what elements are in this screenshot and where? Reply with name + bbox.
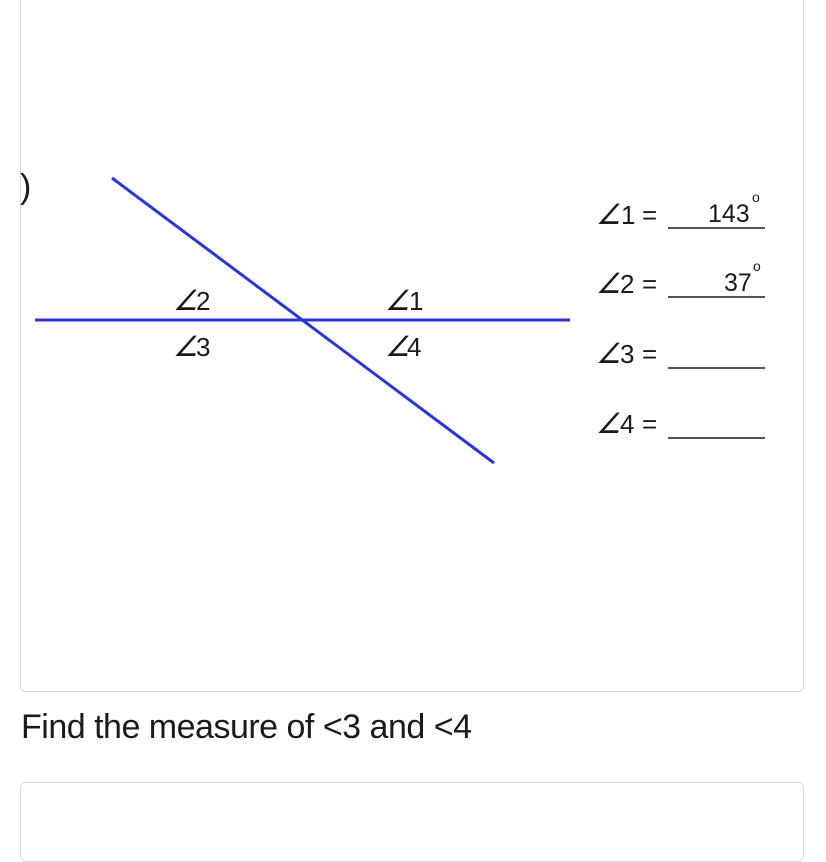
angle-symbol: ∠: [596, 268, 622, 299]
angle-symbol: ∠: [385, 285, 411, 316]
angle4-number: 4: [620, 409, 635, 439]
angle-symbol: ∠: [596, 199, 622, 230]
angle4-number: 4: [407, 332, 422, 362]
equals-sign: =: [642, 200, 658, 230]
degree-mark: o: [752, 189, 760, 205]
angle1-value: 143: [708, 200, 750, 228]
equals-sign: =: [642, 409, 658, 439]
angle-symbol: ∠: [173, 331, 199, 362]
degree-mark: o: [753, 258, 761, 274]
answer-row-angle3: [596, 338, 765, 369]
angle2-number: 2: [620, 269, 635, 299]
angle1-number: 1: [409, 286, 424, 316]
angle3-number: 3: [620, 339, 635, 369]
angle-symbol: ∠: [173, 285, 199, 316]
diagram-label-angle3: [173, 331, 210, 362]
question-text: Find the measure of <3 and <4: [21, 708, 472, 746]
cropped-fragment-glyph: ): [20, 168, 32, 206]
angle-symbol: ∠: [385, 331, 411, 362]
answer-row-angle4: [596, 408, 765, 439]
diagram-label-angle1: [385, 285, 423, 316]
answer-row-angle1: [596, 189, 765, 230]
angle-symbol: ∠: [596, 338, 622, 369]
angle-symbol: ∠: [596, 408, 622, 439]
diagram-label-angle4: [385, 331, 421, 362]
equals-sign: =: [642, 339, 658, 369]
angle2-value: 37: [724, 269, 752, 297]
angle3-number: 3: [196, 332, 211, 362]
equals-sign: =: [642, 269, 658, 299]
angle1-number: 1: [621, 200, 636, 230]
angle2-number: 2: [196, 286, 211, 316]
diagram-label-angle2: [173, 285, 210, 316]
answer-input-box[interactable]: [20, 782, 804, 862]
answer-row-angle2: [596, 258, 765, 299]
